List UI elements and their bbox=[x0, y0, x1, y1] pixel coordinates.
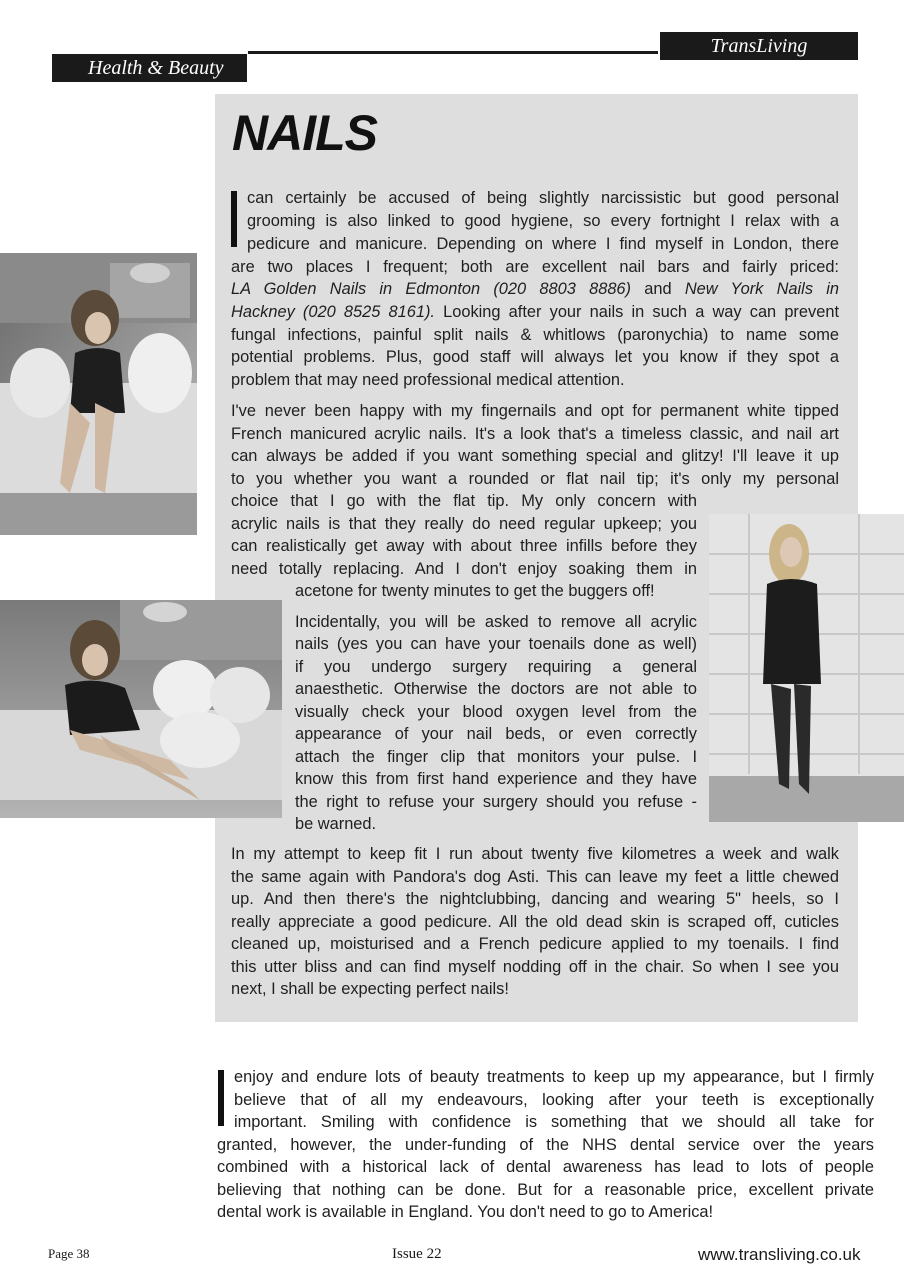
p3-line-5: visually check your blood oxygen level from the bbox=[295, 703, 697, 721]
p2-line-2: French manicured acrylic nails. It's a look that's a timeless classic, and nail art bbox=[231, 425, 839, 443]
p1-line-8: potential problems. Plus, good staff will always let you know if they spot a bbox=[231, 348, 839, 366]
p2-line-5: choice that I go with the flat tip. My only concern with bbox=[231, 492, 697, 510]
p2-line-4: to you whether you want a rounded or flat nail tip; it's only my personal bbox=[231, 470, 839, 488]
photo-reclining bbox=[0, 600, 282, 818]
p1-line-1: can certainly be accused of being slightly narcissistic but good personal bbox=[247, 189, 839, 207]
photo-seated-on-sofa bbox=[0, 253, 197, 535]
dental-line-1: enjoy and endure lots of beauty treatments to keep up my appearance, but I firmly bbox=[234, 1068, 874, 1086]
photo-seated-on-sofa-image bbox=[0, 253, 197, 535]
salon-2a: New York Nails in bbox=[684, 280, 839, 298]
p3-line-2: nails (yes you can have your toenails done as well) bbox=[295, 635, 697, 653]
p4-line-1: In my attempt to keep fit I run about twenty five kilometres a week and walk bbox=[231, 845, 839, 863]
p4-line-7: next, I shall be expecting perfect nails! bbox=[231, 980, 509, 998]
publication-label: TransLiving International bbox=[660, 32, 858, 60]
p2-line-7: can realistically get away with about three infills before they bbox=[231, 537, 697, 555]
p3-line-8: know this from first hand experience and they have bbox=[295, 770, 697, 788]
dental-line-4: granted, however, the under-funding of the NHS dental service over the years bbox=[217, 1136, 874, 1154]
p2-line-9: acetone for twenty minutes to get the buggers off! bbox=[295, 582, 655, 600]
p2-line-3: can always be added if you want something special and glitzy! I'll leave it up bbox=[231, 447, 839, 465]
photo-reclining-image bbox=[0, 600, 282, 818]
p1-line-4: are two places I frequent; both are excellent nail bars and fairly priced: bbox=[231, 258, 839, 276]
p4-line-2: the same again with Pandora's dog Asti. This can leave my feet a little chewed bbox=[231, 868, 839, 886]
p1-line-3: pedicure and manicure. Depending on where I find myself in London, there bbox=[247, 235, 839, 253]
footer-url[interactable]: www.transliving.co.uk bbox=[698, 1245, 861, 1264]
dental-line-6: believing that nothing can be done. But for a reasonable price, excellent private bbox=[217, 1181, 874, 1199]
p1-after: Looking after your nails in such a way can prevent bbox=[434, 303, 839, 321]
p1-line-9: problem that may need professional medical attention. bbox=[231, 371, 625, 389]
p2-line-1: I've never been happy with my fingernails and opt for permanent white tipped bbox=[231, 402, 839, 420]
dental-line-5: combined with a historical lack of dental awareness has lead to lots of people bbox=[217, 1158, 874, 1176]
p1-line-2: grooming is also linked to good hygiene, so every fortnight I relax with a bbox=[247, 212, 839, 230]
p3-line-3: if you undergo surgery requiring a general bbox=[295, 658, 697, 676]
footer-page-number: Page 38 bbox=[48, 1246, 90, 1261]
p3-line-1: Incidentally, you will be asked to remove all acrylic bbox=[295, 613, 697, 631]
dropcap-bar bbox=[231, 191, 237, 247]
p1-line-6 bbox=[231, 301, 839, 324]
photo-standing bbox=[709, 514, 904, 822]
photo-standing-image bbox=[709, 514, 904, 822]
p3-line-7: attach the finger clip that monitors your pulse. I bbox=[295, 748, 697, 766]
salon-1: LA Golden Nails in Edmonton (020 8803 8886) bbox=[231, 280, 632, 298]
salon-2b: Hackney (020 8525 8161). bbox=[231, 303, 435, 321]
dental-line-3: important. Smiling with confidence is something that we should all take for bbox=[234, 1113, 874, 1131]
p4-line-5: cleaned up, moisturised and a French pedicure applied to my toenails. I find bbox=[231, 935, 839, 953]
p1-line-7: fungal infections, painful split nails & whitlows (paronychia) to name some bbox=[231, 326, 839, 344]
p3-line-10: be warned. bbox=[295, 815, 377, 833]
p4-line-3: up. And then there's the nightclubbing, dancing and wearing 5" heels, so I bbox=[231, 890, 839, 908]
and-word: and bbox=[631, 280, 685, 298]
dental-dropcap-bar bbox=[218, 1070, 224, 1126]
article-title: NAILS bbox=[232, 105, 377, 161]
dental-line-7: dental work is available in England. You don't need to go to America! bbox=[217, 1203, 714, 1221]
section-label: Health & Beauty bbox=[52, 54, 247, 82]
p3-line-6: appearance of your nail beds, or even correctly bbox=[295, 725, 697, 743]
header-rule bbox=[248, 51, 658, 54]
p2-line-6: acrylic nails is that they really do need regular upkeep; you bbox=[231, 515, 697, 533]
p4-line-4: really appreciate a good pedicure. All the old dead skin is scraped off, cuticles bbox=[231, 913, 839, 931]
p3-line-4: anaesthetic. Otherwise the doctors are not able to bbox=[295, 680, 697, 698]
p4-line-6: this utter bliss and can find myself nodding off in the chair. So when I see you bbox=[231, 958, 839, 976]
footer-issue: Issue 22 bbox=[392, 1246, 442, 1262]
p2-line-8: need totally replacing. And I don't enjoy soaking them in bbox=[231, 560, 697, 578]
p1-line-5 bbox=[231, 278, 839, 301]
p3-line-9: the right to refuse your surgery should you refuse - bbox=[295, 793, 697, 811]
dental-line-2: believe that of all my endeavours, looking after your teeth is exceptionally bbox=[234, 1091, 874, 1109]
